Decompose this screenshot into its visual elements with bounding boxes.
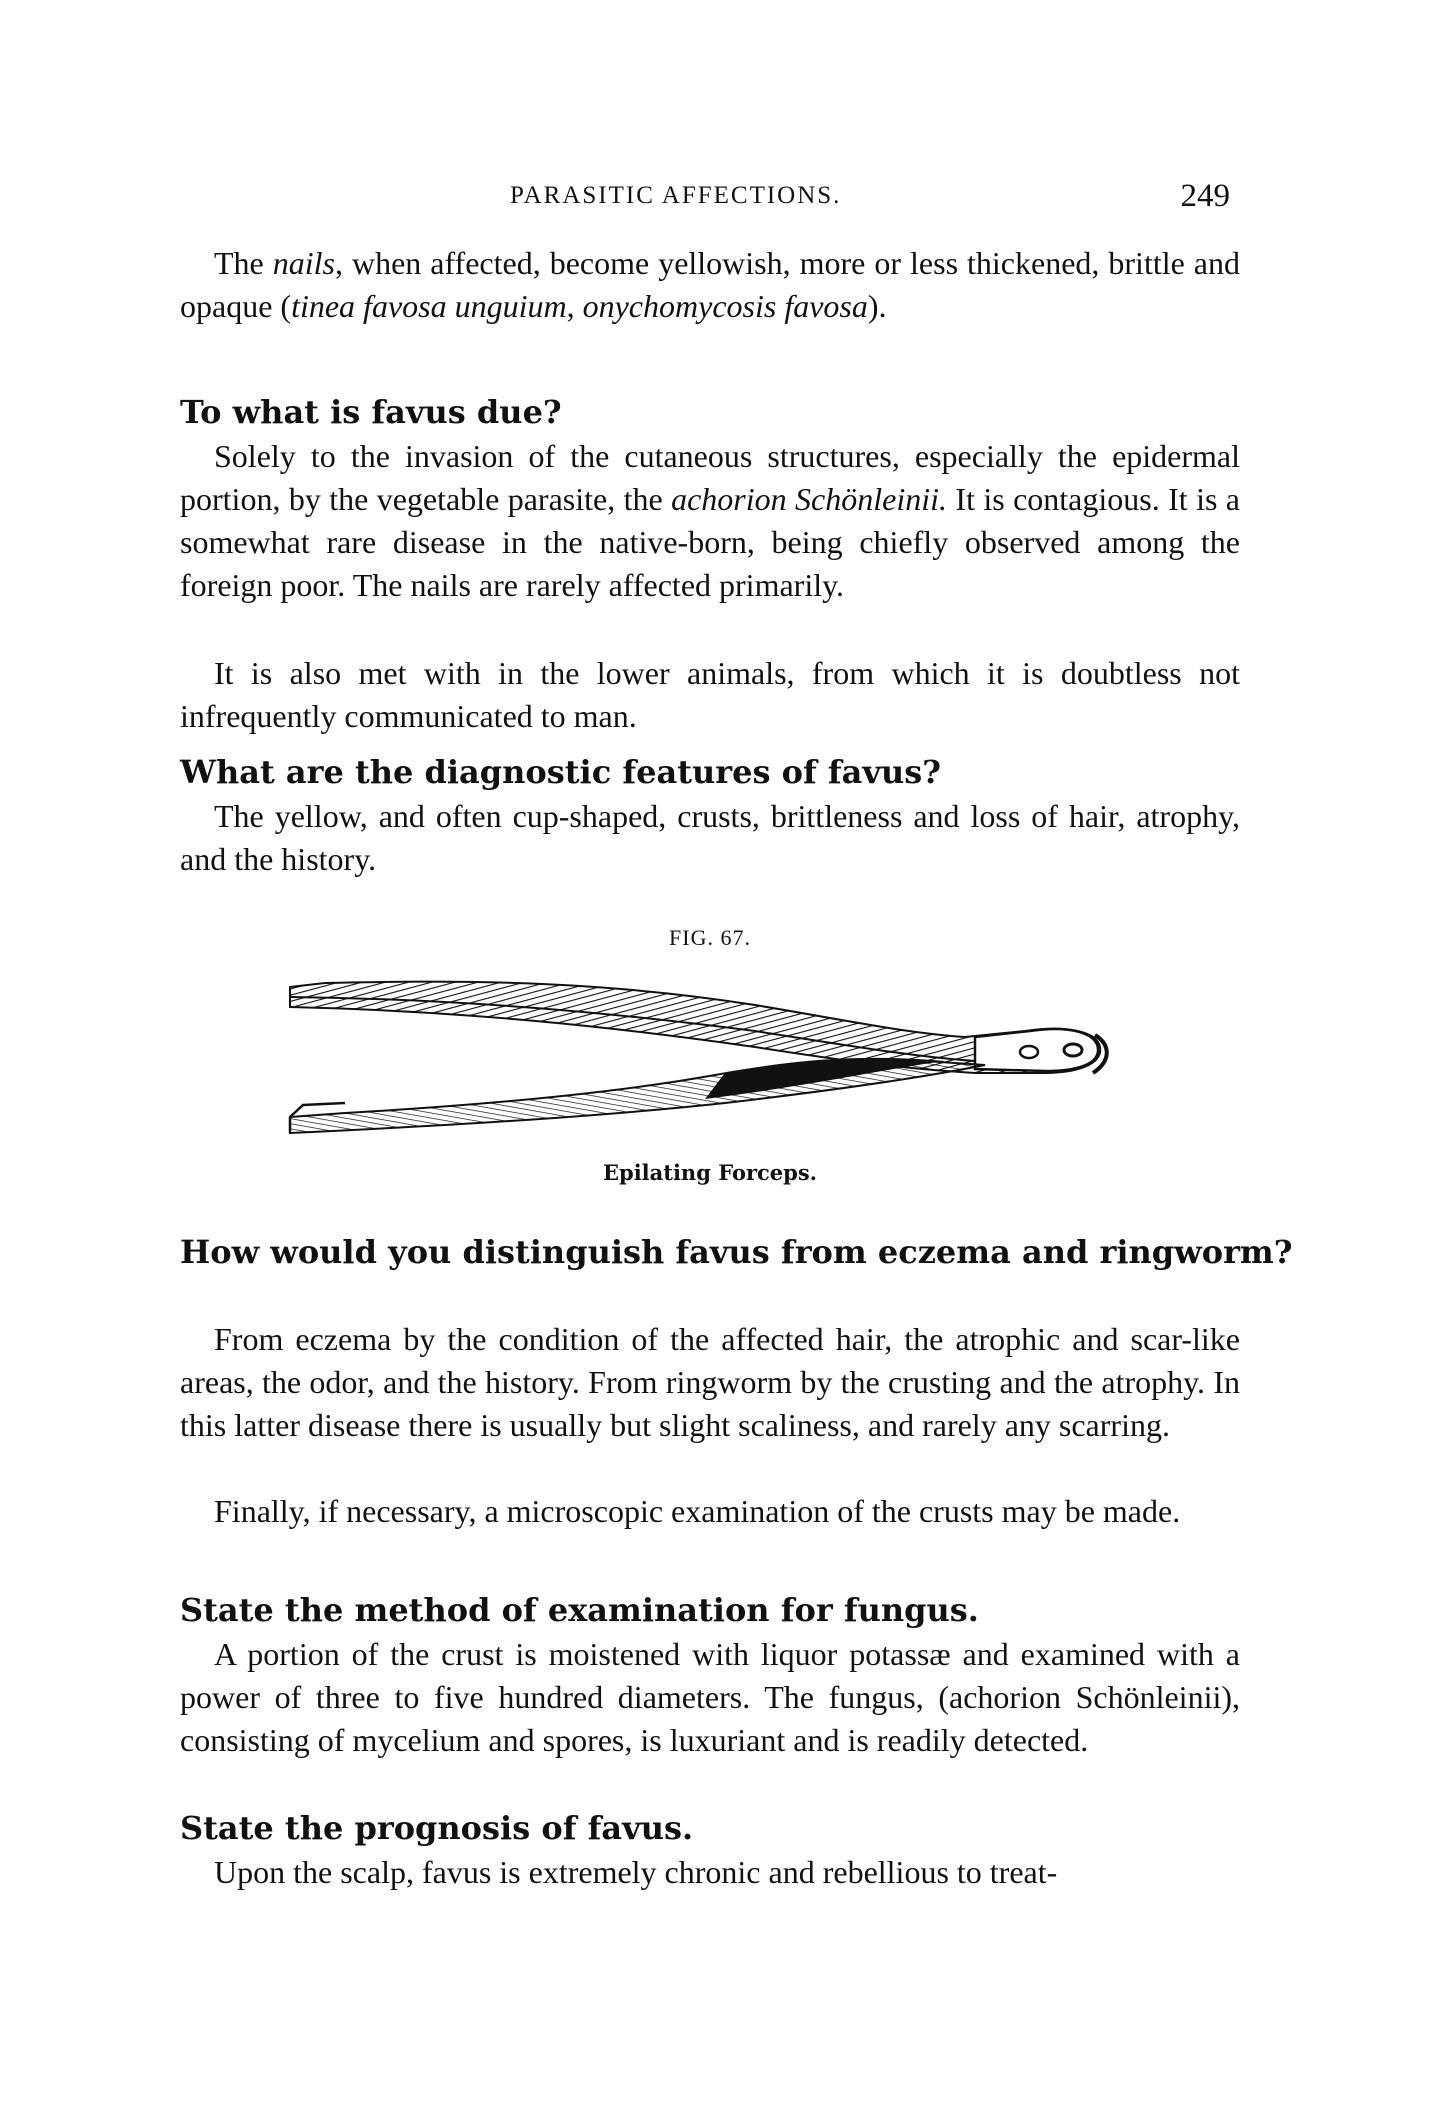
- answer-cause: [180, 435, 1240, 607]
- page-number: 249: [1180, 178, 1230, 214]
- text-run: The: [214, 245, 273, 281]
- question-examination: State the method of examination for fungus.: [180, 1591, 979, 1629]
- figure-label: FIG. 67.: [669, 925, 751, 950]
- nails-paragraph: [180, 242, 1240, 328]
- answer-distinguish: From eczema by the condition of the affected hair, the atrophic and scar-like areas, the odor, and the history. From ringworm by the crusting and the atrophy. In this latter disease there is usually but slight scaliness, and rarely any scarring.: [180, 1321, 1240, 1443]
- text-run: ,: [566, 288, 583, 324]
- text-run: Solely to the invasion of the cutaneous structures, especially the epidermal portion, by the vegetable parasite, the: [180, 438, 1240, 517]
- question-distinguish: How would you distinguish favus from eczema and ringworm?: [180, 1233, 1293, 1271]
- answer-distinguish-microscopic: Finally, if necessary, a microscopic examination of the crusts may be made.: [214, 1493, 1181, 1529]
- answer-diagnostic: The yellow, and often cup-shaped, crusts, brittleness and loss of hair, atrophy, and the history.: [180, 798, 1240, 877]
- page-header: [180, 178, 1240, 218]
- text-run: It is contagious. It is a somewhat rare disease in the native-born, being chiefly observed among the foreign poor. The nails are rarely affected primarily.: [180, 481, 1241, 603]
- question-cause: To what is favus due?: [180, 393, 562, 431]
- italic-term: onychomycosis favosa: [582, 288, 868, 324]
- answer-cause-animals: It is also met with in the lower animals, from which it is doubtless not infrequently communicated to man.: [180, 655, 1240, 734]
- italic-term: tinea favosa unguium: [291, 288, 567, 324]
- answer-prognosis: Upon the scalp, favus is extremely chronic and rebellious to treat-: [214, 1854, 1058, 1890]
- text-run: , when affected, become yellowish, more or less thickened, brittle and opaque (: [180, 245, 1241, 324]
- epilating-forceps-illustration: [285, 965, 1135, 1155]
- answer-examination: A portion of the crust is moistened with liquor potassæ and examined with a power of three to five hundred diameters. The fungus, (achorion Schönleinii), consisting of mycelium and spores, is luxuriant and is readily detected.: [180, 1636, 1240, 1758]
- italic-term: nails: [272, 245, 335, 281]
- question-diagnostic: What are the diagnostic features of favus?: [180, 753, 941, 791]
- figure-caption: Epilating Forceps.: [603, 1160, 817, 1185]
- question-prognosis: State the prognosis of favus.: [180, 1809, 694, 1847]
- italic-term: achorion Schönleinii.: [671, 481, 948, 517]
- running-head: PARASITIC AFFECTIONS.: [510, 182, 842, 209]
- text-run: ).: [867, 288, 887, 324]
